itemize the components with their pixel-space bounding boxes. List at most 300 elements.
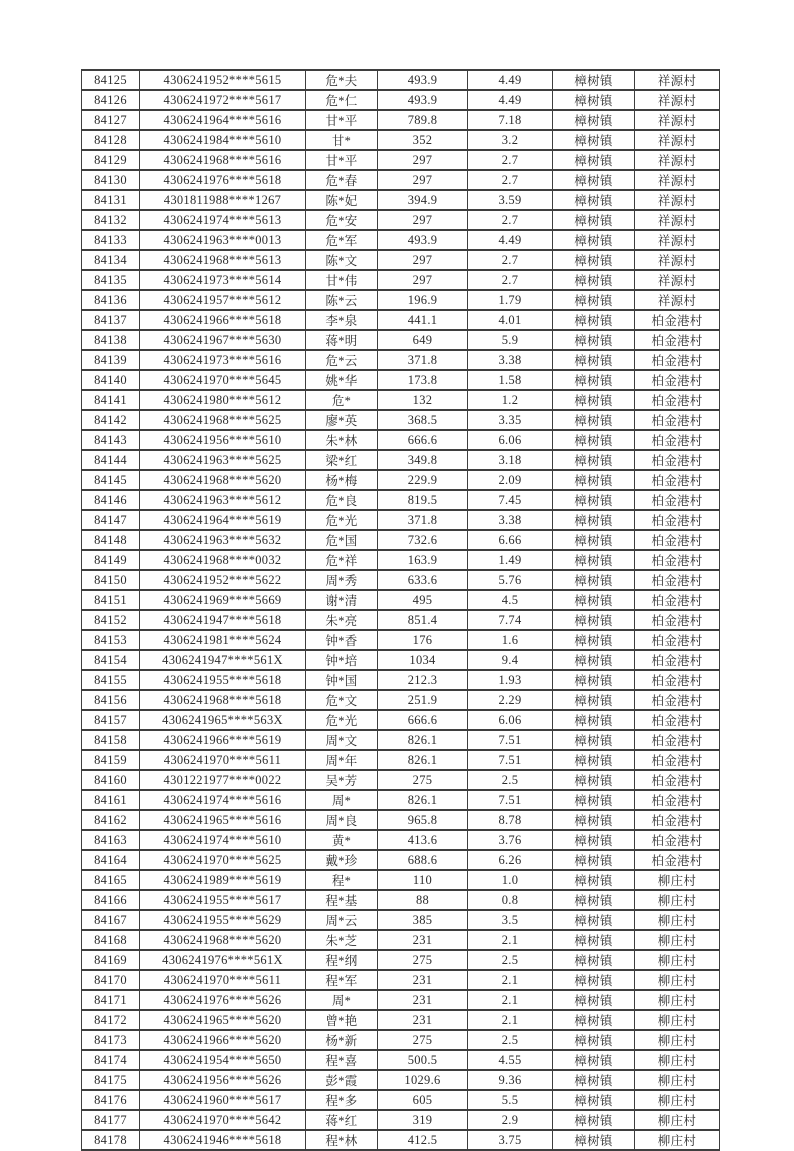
cell-id: 4306241976****5618 (140, 170, 306, 190)
cell-name: 陈*文 (306, 250, 378, 270)
cell-name: 陈*云 (306, 290, 378, 310)
cell-amount: 371.8 (378, 510, 468, 530)
cell-ratio: 4.55 (468, 1050, 553, 1070)
cell-id: 4306241954****5650 (140, 1050, 306, 1070)
cell-amount: 110 (378, 870, 468, 890)
cell-name: 梁*红 (306, 450, 378, 470)
table-row (82, 1130, 720, 1150)
cell-name: 谢*清 (306, 590, 378, 610)
cell-id: 4306241989****5619 (140, 870, 306, 890)
cell-village: 柏金港村 (635, 750, 720, 770)
cell-village: 柏金港村 (635, 630, 720, 650)
cell-town: 樟树镇 (553, 830, 635, 850)
records-table (81, 69, 720, 1151)
cell-ratio: 7.51 (468, 750, 553, 770)
cell-seq: 84127 (82, 110, 140, 130)
cell-amount: 368.5 (378, 410, 468, 430)
cell-amount: 212.3 (378, 670, 468, 690)
table-row (82, 770, 720, 790)
cell-ratio: 6.06 (468, 430, 553, 450)
cell-name: 危*光 (306, 510, 378, 530)
cell-seq: 84170 (82, 970, 140, 990)
cell-amount: 649 (378, 330, 468, 350)
cell-amount: 297 (378, 210, 468, 230)
cell-village: 柏金港村 (635, 490, 720, 510)
cell-seq: 84165 (82, 870, 140, 890)
table-row (82, 170, 720, 190)
cell-seq: 84168 (82, 930, 140, 950)
cell-village: 祥源村 (635, 90, 720, 110)
cell-amount: 666.6 (378, 710, 468, 730)
cell-name: 程*多 (306, 1090, 378, 1110)
cell-town: 樟树镇 (553, 990, 635, 1010)
cell-amount: 196.9 (378, 290, 468, 310)
cell-ratio: 8.78 (468, 810, 553, 830)
cell-town: 樟树镇 (553, 430, 635, 450)
cell-village: 柳庄村 (635, 1110, 720, 1130)
cell-amount: 231 (378, 1010, 468, 1030)
cell-seq: 84167 (82, 910, 140, 930)
cell-name: 周* (306, 990, 378, 1010)
cell-id: 4306241976****561X (140, 950, 306, 970)
cell-ratio: 1.0 (468, 870, 553, 890)
cell-town: 樟树镇 (553, 550, 635, 570)
cell-seq: 84128 (82, 130, 140, 150)
cell-id: 4306241974****5616 (140, 790, 306, 810)
cell-amount: 275 (378, 1030, 468, 1050)
cell-village: 柏金港村 (635, 690, 720, 710)
cell-village: 祥源村 (635, 190, 720, 210)
cell-town: 樟树镇 (553, 970, 635, 990)
cell-amount: 297 (378, 270, 468, 290)
cell-seq: 84152 (82, 610, 140, 630)
cell-id: 4306241965****5620 (140, 1010, 306, 1030)
cell-seq: 84148 (82, 530, 140, 550)
cell-village: 柏金港村 (635, 790, 720, 810)
cell-amount: 493.9 (378, 90, 468, 110)
cell-seq: 84174 (82, 1050, 140, 1070)
cell-id: 4306241974****5610 (140, 830, 306, 850)
cell-id: 4306241970****5611 (140, 970, 306, 990)
cell-town: 樟树镇 (553, 370, 635, 390)
cell-village: 祥源村 (635, 270, 720, 290)
cell-id: 4306241976****5626 (140, 990, 306, 1010)
cell-seq: 84129 (82, 150, 140, 170)
cell-amount: 231 (378, 990, 468, 1010)
records-table-body (82, 70, 720, 1150)
cell-ratio: 0.8 (468, 890, 553, 910)
cell-name: 姚*华 (306, 370, 378, 390)
cell-ratio: 2.7 (468, 150, 553, 170)
cell-amount: 851.4 (378, 610, 468, 630)
cell-id: 4306241952****5622 (140, 570, 306, 590)
cell-name: 朱*亮 (306, 610, 378, 630)
cell-village: 柏金港村 (635, 670, 720, 690)
table-row (82, 670, 720, 690)
cell-amount: 88 (378, 890, 468, 910)
cell-seq: 84143 (82, 430, 140, 450)
cell-id: 4306241955****5629 (140, 910, 306, 930)
cell-id: 4306241963****0013 (140, 230, 306, 250)
cell-amount: 231 (378, 970, 468, 990)
cell-name: 钟*国 (306, 670, 378, 690)
table-row (82, 730, 720, 750)
cell-seq: 84126 (82, 90, 140, 110)
cell-village: 柏金港村 (635, 770, 720, 790)
cell-village: 柏金港村 (635, 710, 720, 730)
cell-village: 柳庄村 (635, 1070, 720, 1090)
cell-town: 樟树镇 (553, 630, 635, 650)
cell-seq: 84155 (82, 670, 140, 690)
cell-id: 4306241968****5620 (140, 930, 306, 950)
cell-amount: 412.5 (378, 1130, 468, 1150)
cell-seq: 84166 (82, 890, 140, 910)
cell-ratio: 2.7 (468, 250, 553, 270)
cell-name: 杨*新 (306, 1030, 378, 1050)
cell-id: 4306241955****5618 (140, 670, 306, 690)
cell-name: 危*文 (306, 690, 378, 710)
cell-amount: 965.8 (378, 810, 468, 830)
cell-name: 程*军 (306, 970, 378, 990)
cell-ratio: 5.5 (468, 1090, 553, 1110)
cell-village: 柏金港村 (635, 330, 720, 350)
cell-name: 廖*英 (306, 410, 378, 430)
cell-village: 柏金港村 (635, 370, 720, 390)
cell-ratio: 9.4 (468, 650, 553, 670)
cell-id: 4306241973****5614 (140, 270, 306, 290)
cell-amount: 297 (378, 170, 468, 190)
cell-id: 4306241968****5613 (140, 250, 306, 270)
cell-ratio: 3.2 (468, 130, 553, 150)
cell-village: 柏金港村 (635, 830, 720, 850)
cell-village: 柏金港村 (635, 850, 720, 870)
cell-seq: 84158 (82, 730, 140, 750)
cell-name: 危*良 (306, 490, 378, 510)
cell-village: 祥源村 (635, 250, 720, 270)
cell-name: 朱*芝 (306, 930, 378, 950)
cell-id: 4306241966****5620 (140, 1030, 306, 1050)
cell-ratio: 7.45 (468, 490, 553, 510)
cell-amount: 500.5 (378, 1050, 468, 1070)
table-row (82, 210, 720, 230)
table-row (82, 710, 720, 730)
cell-town: 樟树镇 (553, 470, 635, 490)
cell-ratio: 7.51 (468, 790, 553, 810)
cell-ratio: 1.93 (468, 670, 553, 690)
cell-amount: 229.9 (378, 470, 468, 490)
table-row (82, 750, 720, 770)
cell-name: 钟*培 (306, 650, 378, 670)
cell-village: 柏金港村 (635, 810, 720, 830)
cell-ratio: 1.49 (468, 550, 553, 570)
table-row (82, 1090, 720, 1110)
cell-ratio: 2.1 (468, 1010, 553, 1030)
table-row (82, 990, 720, 1010)
cell-amount: 176 (378, 630, 468, 650)
cell-amount: 352 (378, 130, 468, 150)
cell-town: 樟树镇 (553, 230, 635, 250)
cell-ratio: 6.66 (468, 530, 553, 550)
cell-amount: 493.9 (378, 70, 468, 90)
cell-seq: 84161 (82, 790, 140, 810)
table-row (82, 470, 720, 490)
cell-seq: 84164 (82, 850, 140, 870)
cell-seq: 84176 (82, 1090, 140, 1110)
cell-name: 周*秀 (306, 570, 378, 590)
cell-town: 樟树镇 (553, 290, 635, 310)
cell-name: 蒋*红 (306, 1110, 378, 1130)
cell-id: 4306241980****5612 (140, 390, 306, 410)
cell-amount: 413.6 (378, 830, 468, 850)
cell-name: 程*基 (306, 890, 378, 910)
cell-ratio: 7.18 (468, 110, 553, 130)
table-row (82, 510, 720, 530)
cell-ratio: 2.09 (468, 470, 553, 490)
cell-ratio: 4.49 (468, 90, 553, 110)
cell-name: 甘* (306, 130, 378, 150)
cell-amount: 441.1 (378, 310, 468, 330)
cell-name: 戴*珍 (306, 850, 378, 870)
table-row (82, 350, 720, 370)
cell-amount: 732.6 (378, 530, 468, 550)
cell-amount: 319 (378, 1110, 468, 1130)
cell-amount: 275 (378, 950, 468, 970)
table-row (82, 550, 720, 570)
table-row (82, 290, 720, 310)
table-row (82, 1050, 720, 1070)
cell-village: 柳庄村 (635, 1050, 720, 1070)
cell-village: 柏金港村 (635, 470, 720, 490)
cell-seq: 84156 (82, 690, 140, 710)
cell-town: 樟树镇 (553, 950, 635, 970)
cell-name: 危*仁 (306, 90, 378, 110)
cell-seq: 84141 (82, 390, 140, 410)
cell-village: 祥源村 (635, 290, 720, 310)
cell-village: 柏金港村 (635, 310, 720, 330)
cell-town: 樟树镇 (553, 150, 635, 170)
cell-name: 曾*艳 (306, 1010, 378, 1030)
cell-id: 4306241963****5632 (140, 530, 306, 550)
cell-ratio: 3.76 (468, 830, 553, 850)
table-row (82, 190, 720, 210)
cell-id: 4306241946****5618 (140, 1130, 306, 1150)
cell-amount: 173.8 (378, 370, 468, 390)
cell-seq: 84138 (82, 330, 140, 350)
cell-village: 柳庄村 (635, 1130, 720, 1150)
cell-amount: 1029.6 (378, 1070, 468, 1090)
cell-seq: 84147 (82, 510, 140, 530)
cell-ratio: 1.2 (468, 390, 553, 410)
cell-id: 4306241970****5645 (140, 370, 306, 390)
table-row (82, 610, 720, 630)
cell-id: 4306241968****0032 (140, 550, 306, 570)
cell-id: 4306241972****5617 (140, 90, 306, 110)
cell-town: 樟树镇 (553, 70, 635, 90)
cell-village: 祥源村 (635, 70, 720, 90)
table-row (82, 330, 720, 350)
cell-name: 危*夫 (306, 70, 378, 90)
table-row (82, 870, 720, 890)
cell-amount: 371.8 (378, 350, 468, 370)
cell-ratio: 2.5 (468, 950, 553, 970)
cell-id: 4306241966****5618 (140, 310, 306, 330)
cell-seq: 84162 (82, 810, 140, 830)
cell-name: 周*云 (306, 910, 378, 930)
cell-id: 4306241947****5618 (140, 610, 306, 630)
cell-id: 4306241956****5610 (140, 430, 306, 450)
cell-id: 4306241963****5625 (140, 450, 306, 470)
table-row (82, 650, 720, 670)
cell-town: 樟树镇 (553, 90, 635, 110)
cell-amount: 826.1 (378, 750, 468, 770)
cell-village: 祥源村 (635, 210, 720, 230)
cell-town: 樟树镇 (553, 910, 635, 930)
cell-id: 4306241970****5642 (140, 1110, 306, 1130)
table-row (82, 250, 720, 270)
cell-town: 樟树镇 (553, 750, 635, 770)
table-row (82, 890, 720, 910)
cell-ratio: 9.36 (468, 1070, 553, 1090)
cell-name: 危*安 (306, 210, 378, 230)
cell-name: 程* (306, 870, 378, 890)
cell-amount: 394.9 (378, 190, 468, 210)
cell-name: 危*祥 (306, 550, 378, 570)
cell-village: 柳庄村 (635, 930, 720, 950)
cell-id: 4301811988****1267 (140, 190, 306, 210)
cell-amount: 132 (378, 390, 468, 410)
cell-town: 樟树镇 (553, 450, 635, 470)
cell-village: 柳庄村 (635, 970, 720, 990)
cell-town: 樟树镇 (553, 570, 635, 590)
cell-village: 柏金港村 (635, 550, 720, 570)
table-row (82, 1110, 720, 1130)
cell-town: 樟树镇 (553, 170, 635, 190)
cell-village: 祥源村 (635, 110, 720, 130)
cell-ratio: 3.38 (468, 510, 553, 530)
table-row (82, 810, 720, 830)
cell-town: 樟树镇 (553, 790, 635, 810)
cell-name: 蒋*明 (306, 330, 378, 350)
cell-id: 4306241964****5616 (140, 110, 306, 130)
cell-ratio: 2.9 (468, 1110, 553, 1130)
cell-name: 危*春 (306, 170, 378, 190)
cell-town: 樟树镇 (553, 1090, 635, 1110)
table-row (82, 390, 720, 410)
cell-amount: 275 (378, 770, 468, 790)
cell-ratio: 4.49 (468, 230, 553, 250)
cell-town: 樟树镇 (553, 850, 635, 870)
cell-village: 柳庄村 (635, 890, 720, 910)
cell-seq: 84133 (82, 230, 140, 250)
cell-town: 樟树镇 (553, 890, 635, 910)
cell-village: 柳庄村 (635, 990, 720, 1010)
cell-village: 祥源村 (635, 170, 720, 190)
cell-ratio: 5.9 (468, 330, 553, 350)
cell-village: 柏金港村 (635, 390, 720, 410)
cell-id: 4306241960****5617 (140, 1090, 306, 1110)
cell-seq: 84142 (82, 410, 140, 430)
cell-ratio: 3.35 (468, 410, 553, 430)
cell-seq: 84151 (82, 590, 140, 610)
cell-seq: 84130 (82, 170, 140, 190)
cell-ratio: 2.7 (468, 170, 553, 190)
cell-id: 4306241965****563X (140, 710, 306, 730)
cell-town: 樟树镇 (553, 1110, 635, 1130)
cell-name: 危*光 (306, 710, 378, 730)
cell-ratio: 2.29 (468, 690, 553, 710)
cell-name: 甘*平 (306, 110, 378, 130)
cell-seq: 84169 (82, 950, 140, 970)
cell-amount: 297 (378, 150, 468, 170)
cell-id: 4306241981****5624 (140, 630, 306, 650)
cell-town: 樟树镇 (553, 490, 635, 510)
cell-name: 周*文 (306, 730, 378, 750)
cell-seq: 84157 (82, 710, 140, 730)
table-row (82, 70, 720, 90)
cell-ratio: 3.59 (468, 190, 553, 210)
cell-village: 柏金港村 (635, 570, 720, 590)
cell-ratio: 2.5 (468, 770, 553, 790)
cell-ratio: 3.38 (468, 350, 553, 370)
cell-village: 祥源村 (635, 130, 720, 150)
cell-village: 柳庄村 (635, 910, 720, 930)
cell-ratio: 2.1 (468, 990, 553, 1010)
cell-name: 甘*平 (306, 150, 378, 170)
cell-id: 4306241964****5619 (140, 510, 306, 530)
cell-id: 4306241968****5620 (140, 470, 306, 490)
cell-id: 4306241974****5613 (140, 210, 306, 230)
cell-town: 樟树镇 (553, 710, 635, 730)
cell-id: 4301221977****0022 (140, 770, 306, 790)
cell-ratio: 4.01 (468, 310, 553, 330)
cell-town: 樟树镇 (553, 730, 635, 750)
cell-amount: 605 (378, 1090, 468, 1110)
cell-ratio: 2.1 (468, 970, 553, 990)
cell-seq: 84145 (82, 470, 140, 490)
cell-seq: 84139 (82, 350, 140, 370)
cell-seq: 84149 (82, 550, 140, 570)
table-row (82, 570, 720, 590)
cell-seq: 84172 (82, 1010, 140, 1030)
table-row (82, 790, 720, 810)
table-row (82, 430, 720, 450)
table-row (82, 930, 720, 950)
cell-village: 柏金港村 (635, 350, 720, 370)
cell-village: 柏金港村 (635, 410, 720, 430)
cell-seq: 84144 (82, 450, 140, 470)
cell-id: 4306241967****5630 (140, 330, 306, 350)
cell-village: 柳庄村 (635, 1030, 720, 1050)
cell-seq: 84171 (82, 990, 140, 1010)
cell-ratio: 4.49 (468, 70, 553, 90)
cell-seq: 84136 (82, 290, 140, 310)
cell-id: 4306241968****5625 (140, 410, 306, 430)
cell-name: 彭*霞 (306, 1070, 378, 1090)
table-row (82, 150, 720, 170)
cell-town: 樟树镇 (553, 870, 635, 890)
cell-seq: 84175 (82, 1070, 140, 1090)
cell-name: 危*国 (306, 530, 378, 550)
cell-name: 程*林 (306, 1130, 378, 1150)
cell-town: 樟树镇 (553, 1130, 635, 1150)
cell-village: 柏金港村 (635, 430, 720, 450)
cell-town: 樟树镇 (553, 310, 635, 330)
cell-name: 周* (306, 790, 378, 810)
cell-town: 樟树镇 (553, 670, 635, 690)
cell-village: 柳庄村 (635, 870, 720, 890)
cell-town: 樟树镇 (553, 930, 635, 950)
cell-id: 4306241965****5616 (140, 810, 306, 830)
